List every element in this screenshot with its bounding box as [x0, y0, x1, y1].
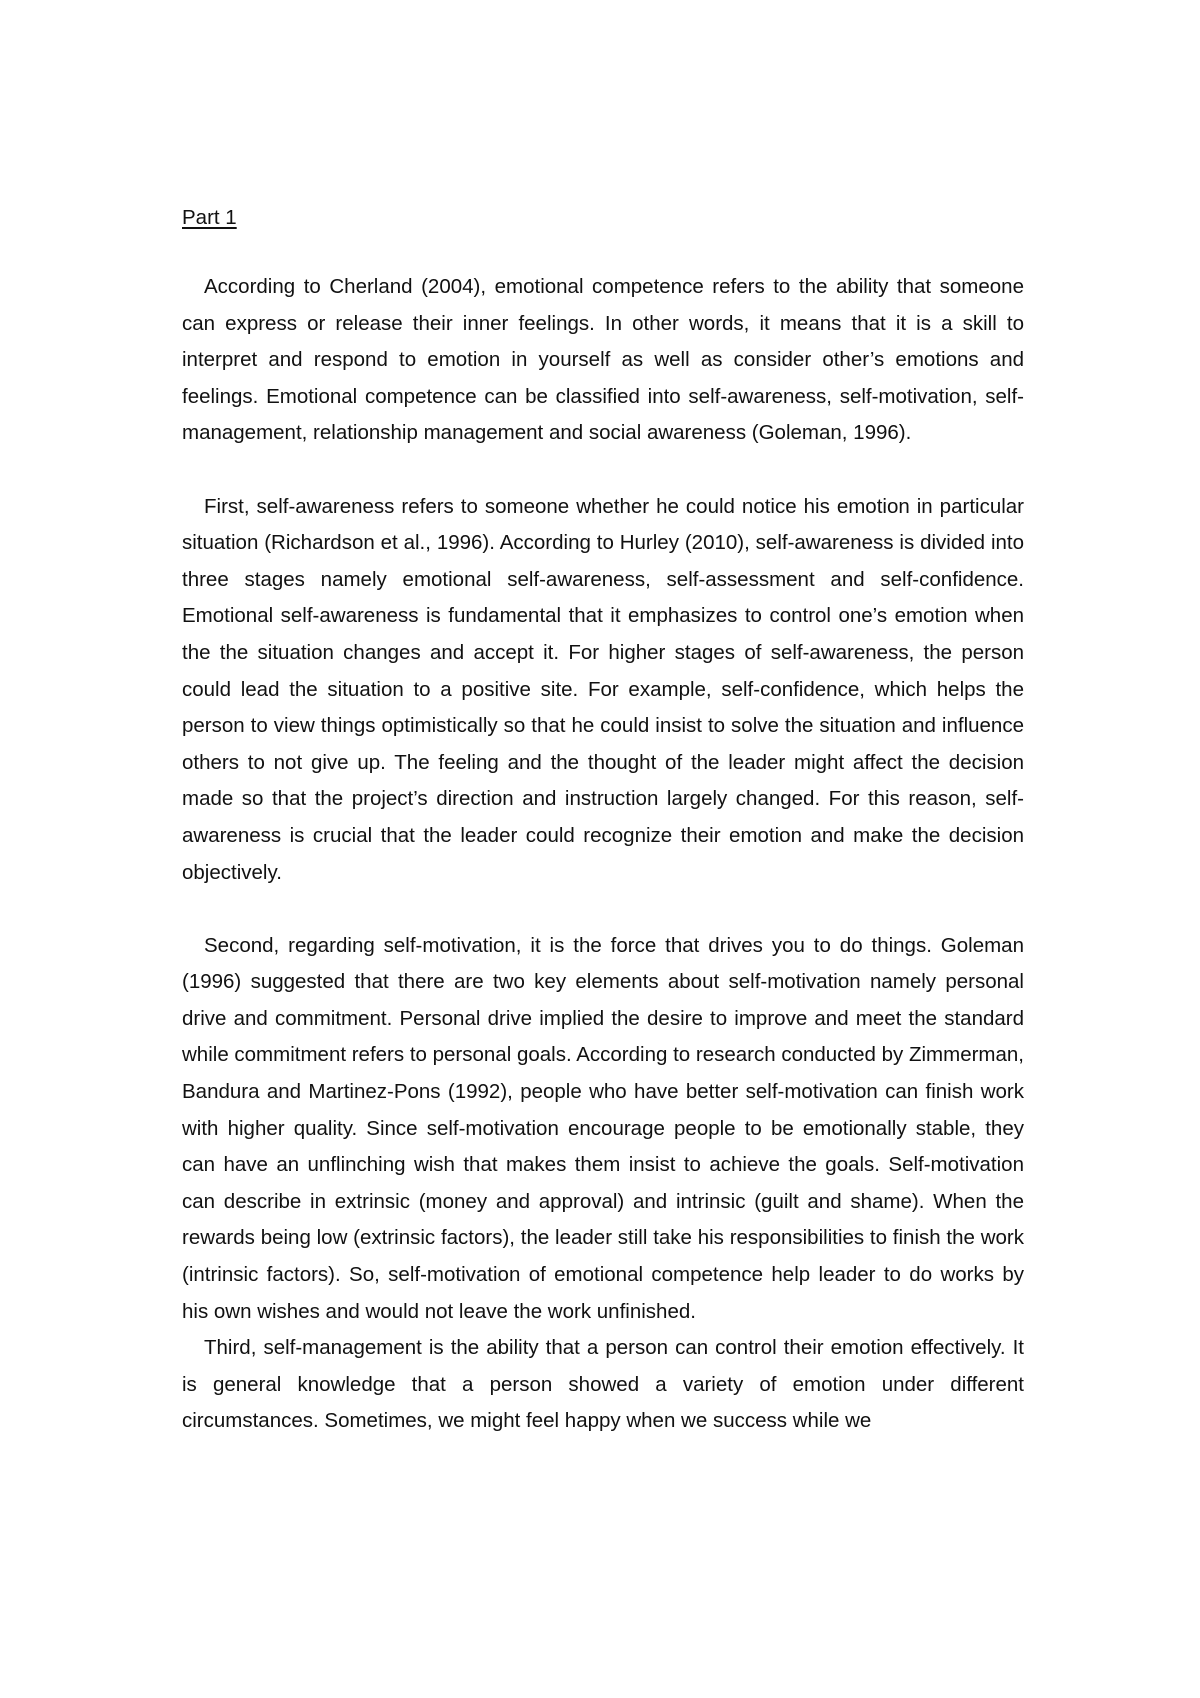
paragraph-self-awareness: First, self-awareness refers to someone whether he could notice his emotion in particular situation (Richardson et al., 1996). According to Hurley (2010), self-awareness is divided into three stages namely emotional self-awareness, self-assessment and self-confidence. Emotional self-awareness is fundamental that it emphasizes to control one’s emotion when the the situation changes and accept it. For higher stages of self-awareness, the person could lead the situation to a positive site. For example, self-confidence, which helps the person to view things optimistically so that he could insist to solve the situation and influence others to not give up. The feeling and the thought of the leader might affect the decision made so that the project’s direction and instruction largely changed. For this reason, self-awareness is crucial that the leader could recognize their emotion and make the decision objectively.	[182, 494, 1024, 884]
paragraph-emotional-competence: According to Cherland (2004), emotional competence refers to the ability that someone can express or release their inner feelings. In other words, it means that it is a skill to interpret and respond to emotion in yourself as well as consider other’s emotions and feelings. Emotional competence can be classified into self-awareness, self-motivation, self-management, relationship management and social awareness (Goleman, 1996).	[182, 275, 1024, 445]
section-heading: Part 1	[182, 206, 237, 229]
paragraph-self-management: Third, self-management is the ability that a person can control their emotion effectively. It is general knowledge that a person showed a variety of emotion under different circumstances. Sometimes, we might feel happy when we success while we	[182, 1336, 1024, 1433]
paragraph-self-motivation: Second, regarding self-motivation, it is the force that drives you to do things. Goleman (1996) suggested that there are two key elements about self-motivation namely personal drive and commitment. Personal drive implied the desire to improve and meet the standard while commitment refers to personal goals. According to research conducted by Zimmerman, Bandura and Martinez-Pons (1992), people who have better self-motivation can finish work with higher quality. Since self-motivation encourage people to be emotionally stable, they can have an unflinching wish that makes them insist to achieve the goals. Self-motivation can describe in extrinsic (money and approval) and intrinsic (guilt and shame). When the rewards being low (extrinsic factors), the leader still take his responsibilities to finish the work (intrinsic factors). So, self-motivation of emotional competence help leader to do works by his own wishes and would not leave the work unfinished.	[182, 933, 1025, 1323]
document-body	[182, 203, 1024, 1440]
